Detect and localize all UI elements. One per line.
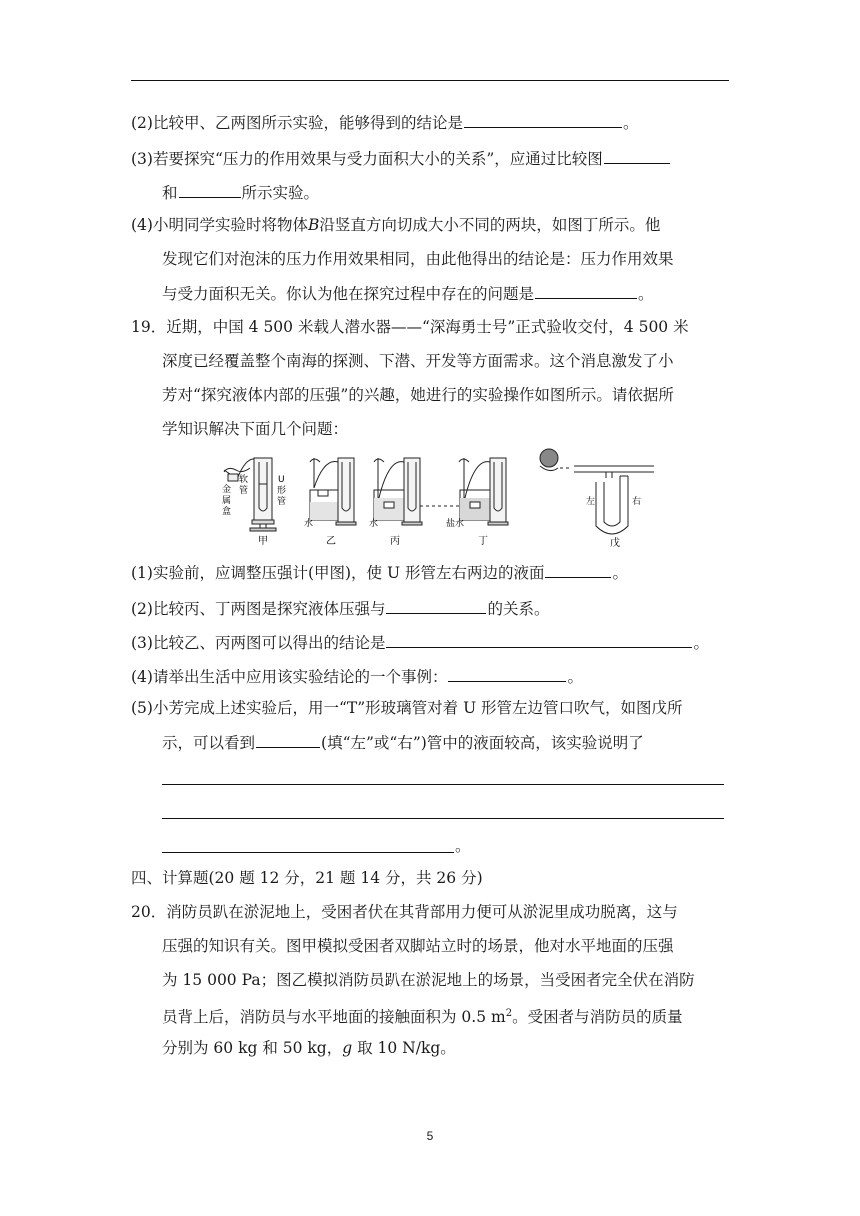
wu-left: 左 bbox=[586, 497, 596, 507]
answer-blank[interactable] bbox=[535, 283, 637, 299]
answer-blank[interactable] bbox=[386, 598, 486, 614]
apparatus-wu bbox=[540, 449, 654, 534]
answer-blank[interactable] bbox=[179, 182, 241, 198]
label-bing: 丙 bbox=[390, 536, 400, 547]
jia-ruanguan-1: 软 bbox=[239, 475, 249, 485]
jia-ruanguan-2: 管 bbox=[239, 486, 249, 496]
section-title: 四、计算题(20 题 12 分，21 题 14 分，共 26 分) bbox=[131, 869, 483, 887]
q20-line3: 为 15 000 Pa；图乙模拟消防员趴在淤泥地上的场景，当受困者完全伏在消防 bbox=[162, 971, 695, 989]
q19-sub4: (4)请举出生活中应用该实验结论的一个事例： 。 bbox=[131, 668, 583, 686]
jia-u-1: U bbox=[278, 475, 285, 485]
q18-part4-line1: (4)小明同学实验时将物体B沿竖直方向切成大小不同的两块，如图丁所示。他 bbox=[131, 216, 661, 234]
answer-blank[interactable] bbox=[545, 562, 611, 578]
answer-blank[interactable] bbox=[464, 112, 622, 128]
jia-hezi-2: 属 bbox=[222, 496, 232, 506]
jia-hezi-3: 盒 bbox=[222, 507, 232, 517]
q18-part3-line2: 和 所示实验。 bbox=[162, 184, 320, 202]
answer-blank[interactable] bbox=[448, 666, 566, 682]
jia-u-2: 形 bbox=[277, 486, 287, 496]
answer-blank[interactable] bbox=[256, 732, 320, 748]
q20-line4: 员背上后，消防员与水平地面的接触面积为 0.5 $m^2$。受困者与消防员的质量 bbox=[162, 1008, 683, 1027]
q20-line5: 分别为 60 kg 和 50 kg，g 取 10 N/kg。 bbox=[162, 1039, 456, 1057]
q19-line3: 芳对“探究液体内部的压强”的兴趣，她进行的实验操作如图所示。请依据所 bbox=[162, 386, 674, 404]
q18-part4-line2: 发现它们对泡沫的压力作用效果相同，由此他得出的结论是：压力作用效果 bbox=[162, 250, 674, 268]
water-yi: 水 bbox=[304, 519, 314, 529]
q19-sub5-end: 。 bbox=[455, 837, 471, 855]
q19-line1: 19．近期，中国 4 500 米载人潜水器——“深海勇士号”正式验收交付，4 500 米 bbox=[131, 318, 689, 336]
q19-line4: 学知识解决下面几个问题： bbox=[162, 420, 349, 438]
apparatus-yi bbox=[310, 458, 356, 525]
jia-hezi-1: 金 bbox=[222, 485, 232, 495]
q19-sub2: (2)比较丙、丁两图是探究液体压强与 的关系。 bbox=[131, 600, 550, 618]
gauge-jia bbox=[224, 458, 276, 531]
q20-line1: 20．消防员趴在淤泥地上，受困者伏在其背部用力便可从淤泥里成功脱离，这与 bbox=[131, 903, 678, 921]
answer-line[interactable] bbox=[162, 784, 724, 785]
header-rule bbox=[131, 80, 729, 81]
q18-part2: (2)比较甲、乙两图所示实验，能够得到的结论是 。 bbox=[131, 114, 639, 132]
q19-sub3: (3)比较乙、丙两图可以得出的结论是 。 bbox=[131, 634, 709, 652]
pressure-gauge-figure bbox=[214, 444, 654, 550]
answer-line[interactable] bbox=[162, 852, 454, 853]
q19-sub1: (1)实验前，应调整压强计(甲图)，使 U 形管左右两边的液面 。 bbox=[131, 564, 628, 582]
water-bing: 水 bbox=[369, 519, 379, 529]
q19-sub5-line2: 示，可以看到 (填“左”或“右”)管中的液面较高，该实验说明了 bbox=[162, 734, 644, 752]
answer-blank[interactable] bbox=[386, 632, 692, 648]
q19-line2: 深度已经覆盖整个南海的探测、下潜、开发等方面需求。这个消息激发了小 bbox=[162, 352, 674, 370]
q18-part3-line1: (3)若要探究“压力的作用效果与受力面积大小的关系”，应通过比较图 bbox=[131, 148, 671, 169]
apparatus-ding bbox=[459, 458, 508, 525]
answer-line[interactable] bbox=[162, 818, 724, 819]
label-jia: 甲 bbox=[258, 536, 268, 547]
q19-sub5-line1: (5)小芳完成上述实验后，用一“T”形玻璃管对着 U 形管左边管口吹气，如图戊所 bbox=[131, 699, 683, 717]
label-wu: 戊 bbox=[610, 538, 620, 549]
answer-blank[interactable] bbox=[604, 148, 670, 164]
page-number: 5 bbox=[426, 1129, 434, 1143]
jia-u-3: 管 bbox=[277, 497, 287, 507]
q20-line2: 压强的知识有关。图甲模拟受困者双脚站立时的场景，他对水平地面的压强 bbox=[162, 937, 674, 955]
label-ding: 丁 bbox=[478, 536, 488, 547]
wu-right: 右 bbox=[632, 497, 642, 507]
q18-part4-line3: 与受力面积无关。你认为他在探究过程中存在的问题是 。 bbox=[162, 285, 654, 303]
brine-ding: 盐水 bbox=[446, 519, 465, 529]
label-yi: 乙 bbox=[326, 536, 336, 547]
